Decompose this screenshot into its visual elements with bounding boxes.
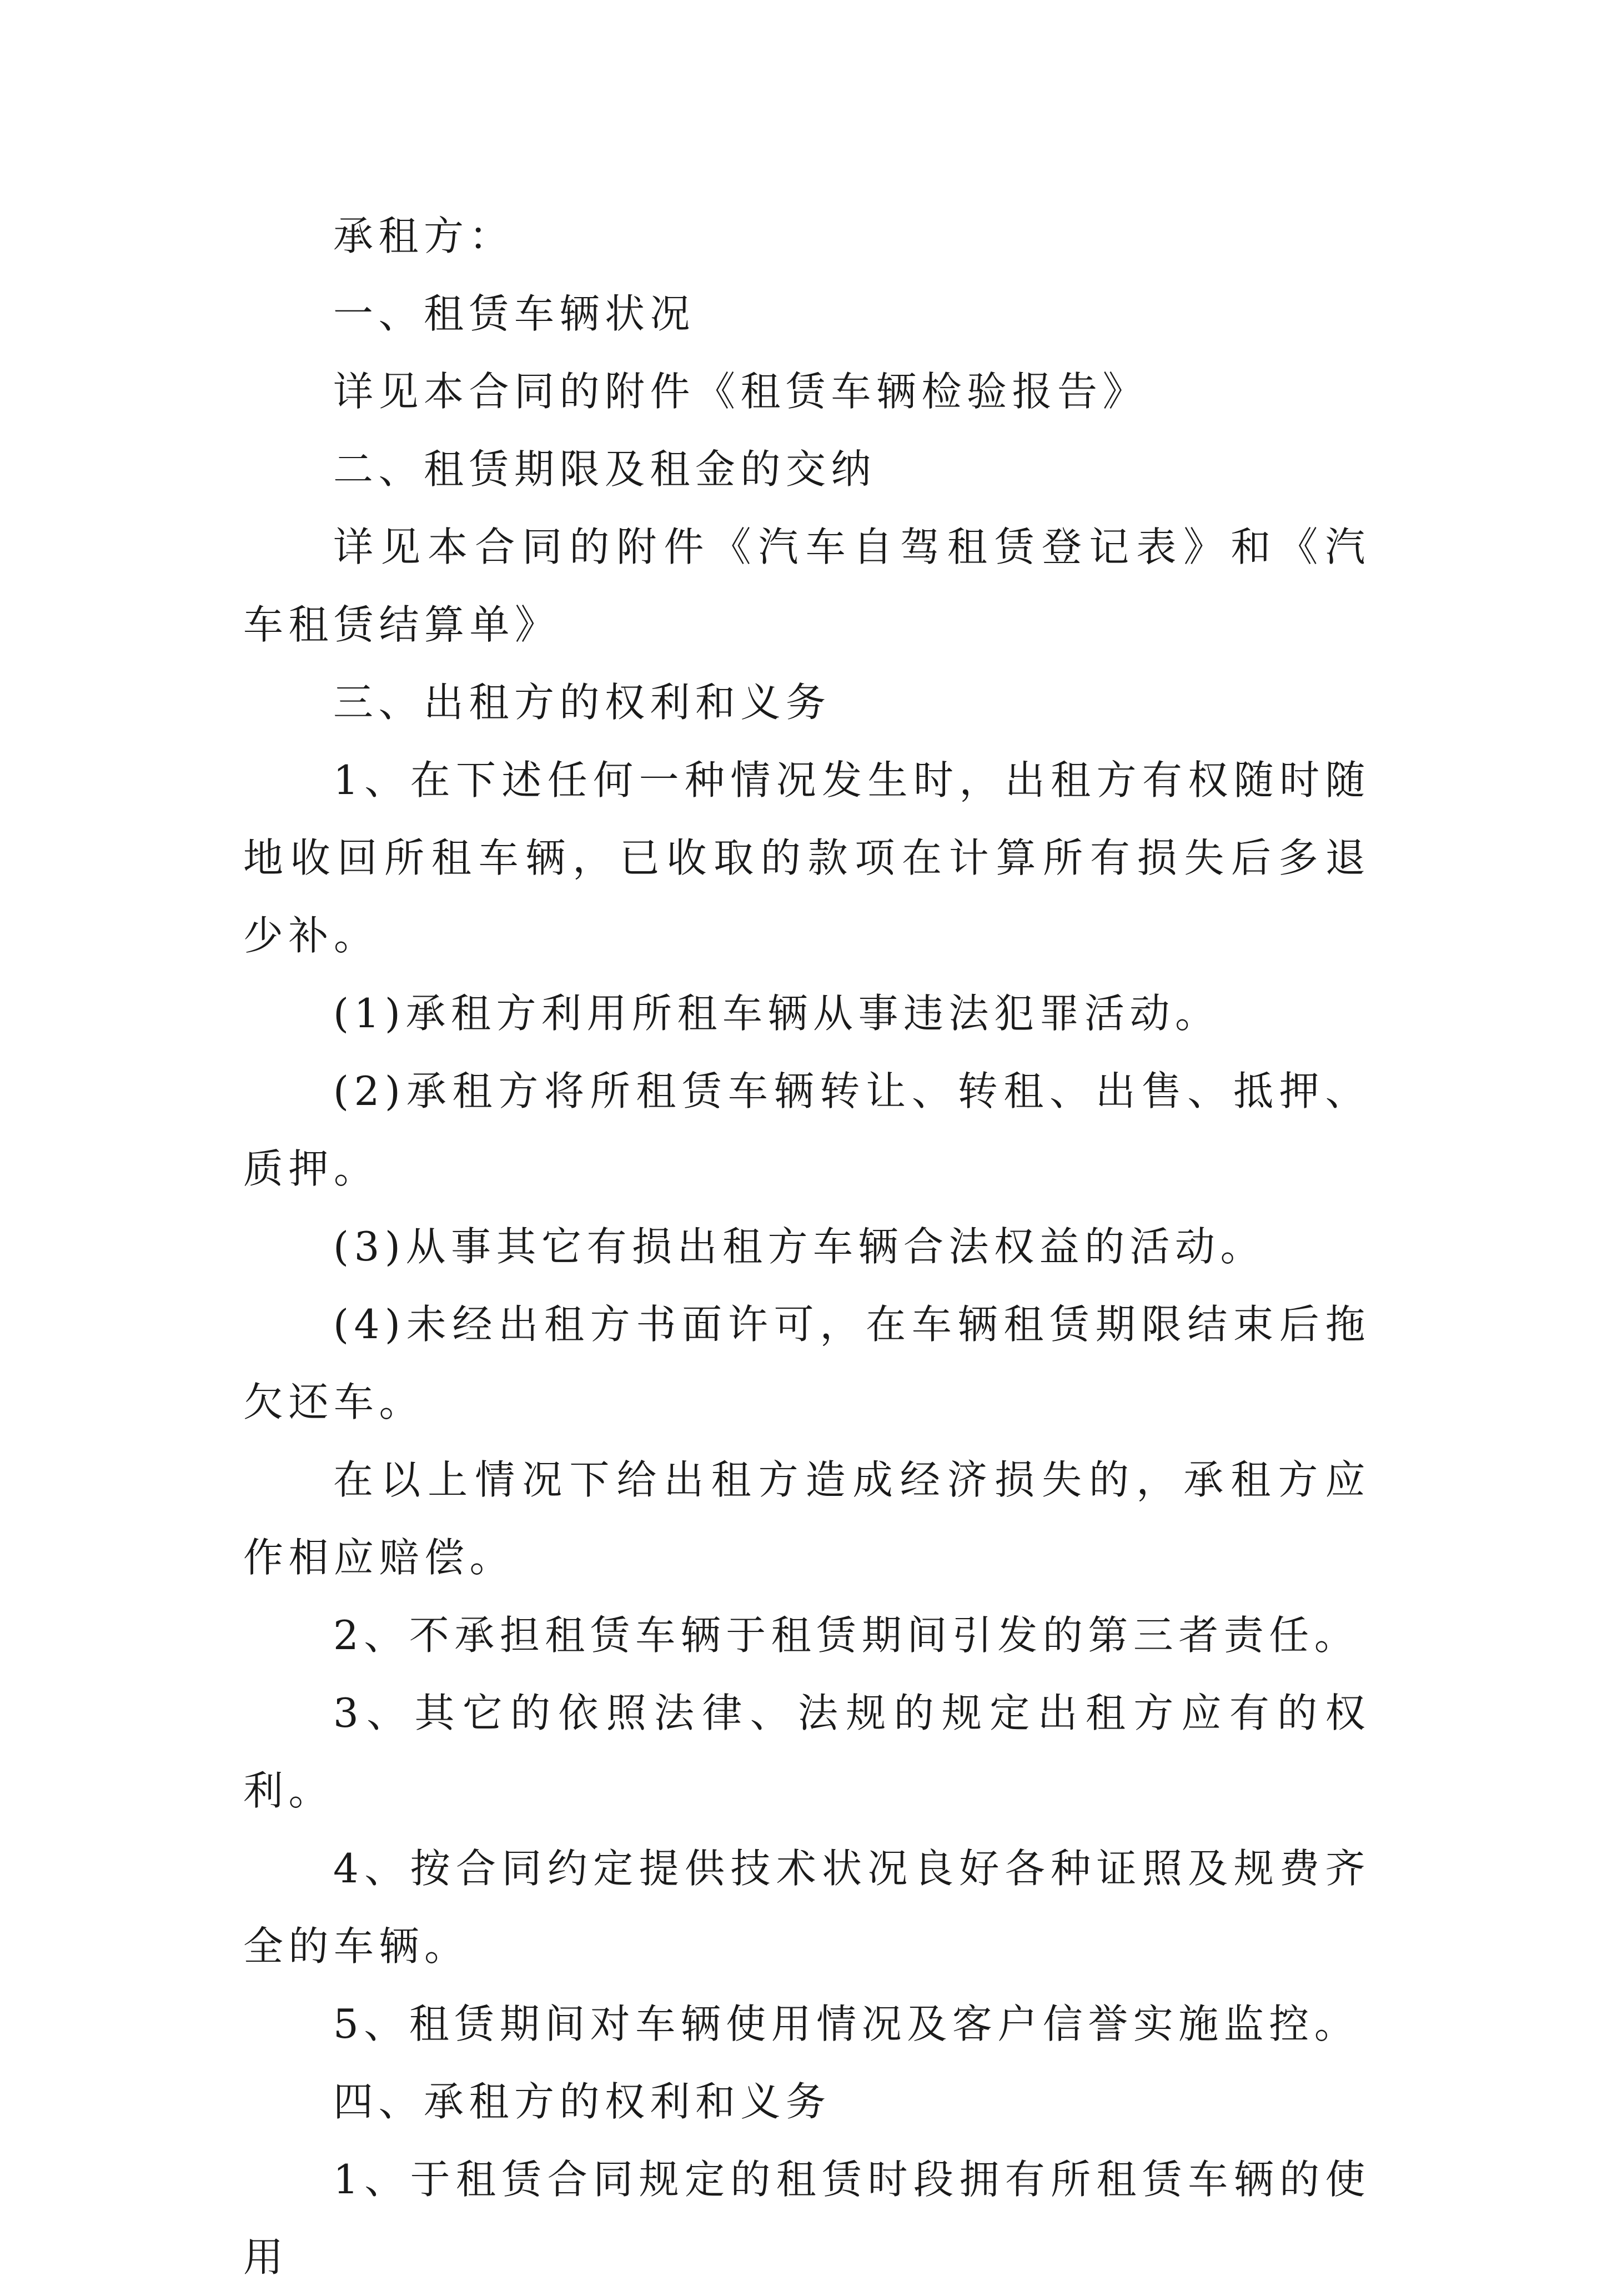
paragraph-item-1: (1)承租方利用所租车辆从事违法犯罪活动。: [333, 990, 1221, 1037]
paragraph-section-1-body: 详见本合同的附件《租赁车辆检验报告》: [333, 368, 1148, 415]
paragraph-item-2: (2)承租方将所租赁车辆转让、转租、出售、抵押、质押。: [243, 1068, 1370, 1192]
paragraph-clause-3-1: 1、在下述任何一种情况发生时，出租方有权随时随地收回所租车辆，已收取的款项在计算所有损失后多退少补。: [243, 757, 1370, 959]
paragraph-clause-3-4: 4、按合同约定提供技术状况良好各种证照及规费齐全的车辆。: [243, 1845, 1370, 1970]
heading-section-4: 四、承租方的权利和义务: [333, 2078, 831, 2125]
paragraph-item-4: (4)未经出租方书面许可，在车辆租赁期限结束后拖欠还车。: [243, 1301, 1370, 1425]
paragraph-compensation: 在以上情况下给出租方造成经济损失的，承租方应作相应赔偿。: [243, 1456, 1370, 1581]
paragraph-item-3: (3)从事其它有损出租方车辆合法权益的活动。: [333, 1223, 1265, 1270]
heading-section-1: 一、租赁车辆状况: [333, 290, 696, 337]
heading-section-3: 三、出租方的权利和义务: [333, 679, 831, 726]
heading-section-2: 二、租赁期限及租金的交纳: [333, 446, 877, 493]
paragraph-clause-4-1: 1、于租赁合同规定的租赁时段拥有所租赁车辆的使用: [243, 2156, 1370, 2280]
paragraph-lessee-label: 承租方：: [333, 213, 515, 259]
document-page: [243, 197, 1370, 2296]
paragraph-clause-3-5: 5、租赁期间对车辆使用情况及客户信誉实施监控。: [333, 2001, 1360, 2047]
paragraph-section-2-body: 详见本合同的附件《汽车自驾租赁登记表》和《汽车租赁结算单》: [243, 524, 1370, 648]
paragraph-clause-3-2: 2、不承担租赁车辆于租赁期间引发的第三者责任。: [333, 1612, 1360, 1659]
paragraph-clause-3-3: 3、其它的依照法律、法规的规定出租方应有的权利。: [243, 1690, 1370, 1814]
